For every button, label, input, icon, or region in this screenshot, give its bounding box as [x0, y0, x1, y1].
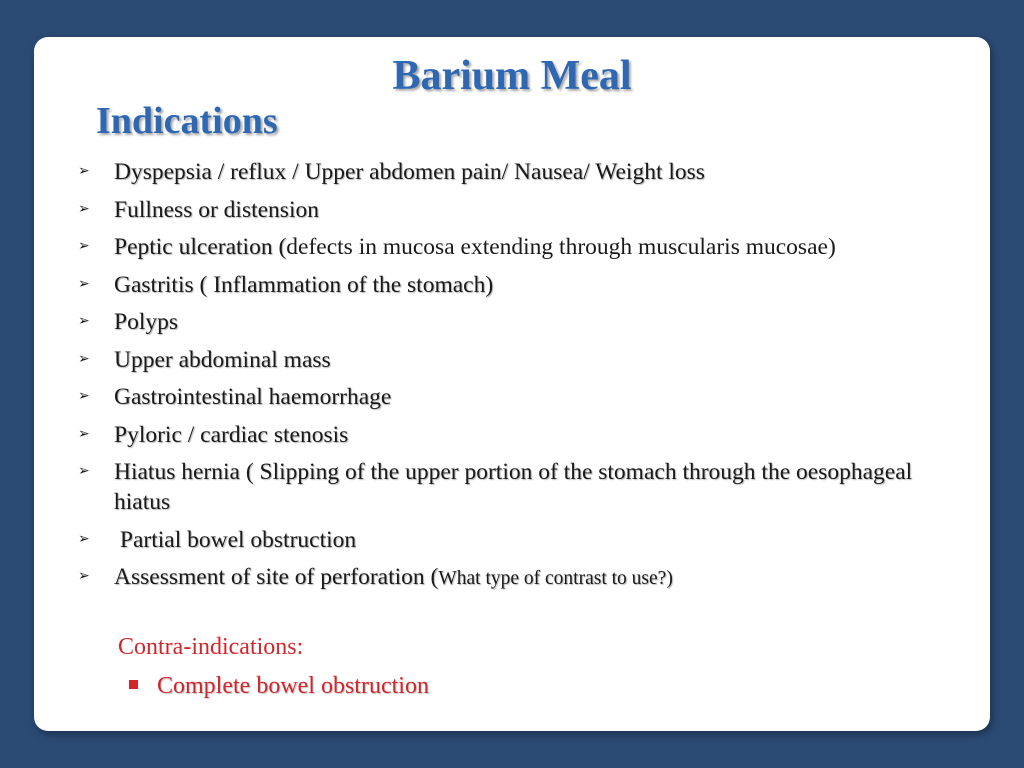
list-item-text: Pyloric / cardiac stenosis [114, 421, 349, 448]
slide-subtitle: Indications [96, 100, 278, 142]
list-item [78, 457, 948, 517]
arrow-bullet-icon: ➢ [78, 351, 90, 367]
list-item [78, 232, 948, 262]
indications-list [78, 157, 948, 602]
arrow-bullet-icon: ➢ [78, 531, 90, 547]
arrow-bullet-icon: ➢ [78, 201, 90, 217]
arrow-bullet-icon: ➢ [78, 464, 90, 479]
list-item-text: Partial bowel obstruction [114, 526, 357, 553]
list-item [78, 525, 948, 555]
list-item [78, 157, 948, 187]
arrow-bullet-icon: ➢ [78, 569, 90, 584]
slide-title: Barium Meal [392, 53, 632, 99]
list-item [78, 562, 948, 594]
list-item [78, 382, 948, 412]
list-item-text: Gastrointestinal haemorrhage [114, 384, 392, 410]
list-item [78, 307, 948, 337]
slide [34, 37, 990, 731]
list-item-text: Gastritis ( Inflammation of the stomach) [114, 271, 494, 298]
list-item-text: Hiatus hernia ( Slipping of the upper portion of the stomach through the oesophageal hiatus [114, 459, 913, 515]
list-item-text: Peptic ulceration ( [114, 234, 287, 260]
contra-indication-text: Complete bowel obstruction [157, 673, 429, 699]
arrow-bullet-icon: ➢ [78, 426, 90, 442]
list-item-detail: What type of contrast to use?) [438, 568, 673, 589]
list-item-text: Upper abdominal mass [114, 346, 331, 373]
list-item [78, 270, 948, 300]
arrow-bullet-icon: ➢ [78, 164, 90, 179]
list-item-text: Assessment of site of perforation ( [114, 564, 439, 590]
list-item-text: Fullness or distension [114, 196, 319, 223]
arrow-bullet-icon: ➢ [78, 389, 90, 404]
list-item-text: Polyps [114, 309, 178, 335]
list-item-text: Dyspepsia / reflux / Upper abdomen pain/ Nausea/ Weight loss [114, 159, 705, 185]
list-item-detail: defects in mucosa extending through muscularis mucosae) [286, 234, 836, 260]
list-item [78, 420, 948, 450]
list-item [78, 345, 948, 375]
contra-indications-heading: Contra-indications: [118, 634, 304, 660]
arrow-bullet-icon: ➢ [78, 314, 90, 329]
arrow-bullet-icon: ➢ [78, 239, 90, 254]
list-item [78, 195, 948, 225]
arrow-bullet-icon: ➢ [78, 276, 90, 292]
contra-indication-item [129, 671, 429, 701]
square-bullet-icon [129, 680, 138, 689]
